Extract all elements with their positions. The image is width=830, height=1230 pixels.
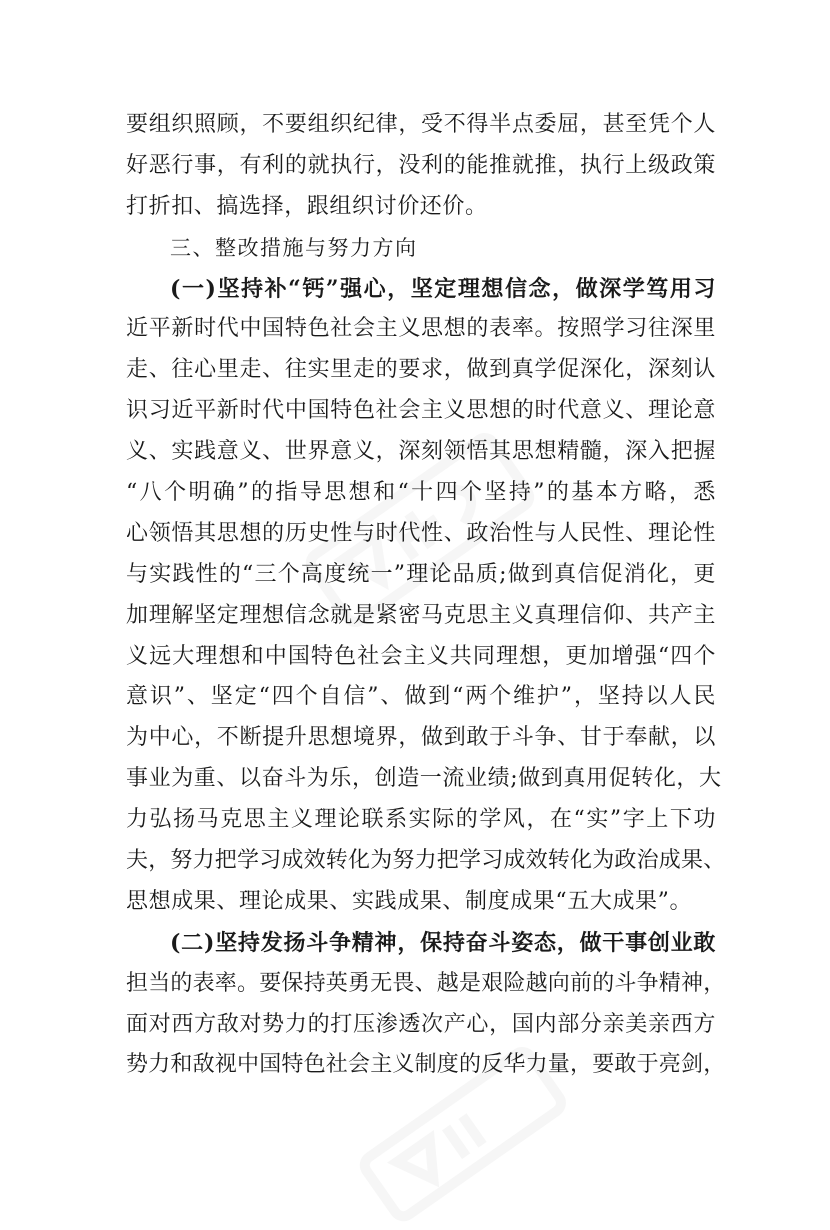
- text-line: 势力和敌视中国特色社会主义制度的反华力量，要敢于亮剑，: [126, 1052, 726, 1078]
- text-line: 为中心，不断提升思想境界，做到敢于斗争、甘于奉献，以: [126, 725, 716, 751]
- text-line: 义远大理想和中国特色社会主义共同理想，更加增强“四个: [126, 643, 716, 669]
- text-line: 识习近平新时代中国特色社会主义思想的时代意义、理论意: [126, 398, 716, 424]
- body-text: [126, 105, 726, 1086]
- text-line: 事业为重、以奋斗为乐，创造一流业绩;做到真用促转化，大: [126, 766, 722, 792]
- section-heading: 三、整改措施与努力方向: [170, 235, 418, 260]
- text-line: 力弘扬马克思主义理论联系实际的学风，在“实”字上下功: [126, 807, 716, 833]
- text-line: 好恶行事，有利的就执行，没利的能推就推，执行上级政策: [126, 152, 716, 178]
- text-line: 与实践性的“三个高度统一”理论品质;做到真信促消化，更: [126, 561, 716, 587]
- text-line: 意识”、坚定“四个自信”、做到“两个维护”，坚持以人民: [126, 684, 716, 710]
- subsection-heading: (一)坚持补“钙”强心，坚定理想信念，做深学笃用习: [170, 275, 716, 302]
- text-line: 要组织照顾，不要组织纪律，受不得半点委屈，甚至凭个人: [126, 112, 716, 137]
- text-line: “八个明确”的指导思想和“十四个坚持”的基本方略，悉: [126, 480, 716, 506]
- text-line: 近平新时代中国特色社会主义思想的表率。按照学习往深里: [126, 316, 716, 342]
- text-line: 面对西方敌对势力的打压渗透次产心，国内部分亲美亲西方: [126, 1011, 716, 1037]
- text-line: 加理解坚定理想信念就是紧密马克思主义真理信仰、共产主: [126, 602, 716, 628]
- subsection-heading: (二)坚持发扬斗争精神，保持奋斗姿态，做干事创业敢: [170, 929, 716, 956]
- text-line: 思想成果、理论成果、实践成果、制度成果“五大成果”。: [126, 888, 693, 914]
- text-line: 打折扣、搞选择，跟组织讨价还价。: [126, 193, 488, 219]
- text-line: 走、往心里走、往实里走的要求，做到真学促深化，深刻认: [126, 357, 716, 383]
- text-line: 担当的表率。要保持英勇无畏、越是艰险越向前的斗争精神，: [126, 970, 726, 996]
- text-line: 夫，努力把学习成效转化为努力把学习成效转化为政治成果、: [126, 848, 726, 874]
- text-line: 心领悟其思想的历史性与时代性、政治性与人民性、理论性: [126, 520, 716, 546]
- text-line: 义、实践意义、世界意义，深刻领悟其思想精髓，深入把握: [126, 439, 716, 465]
